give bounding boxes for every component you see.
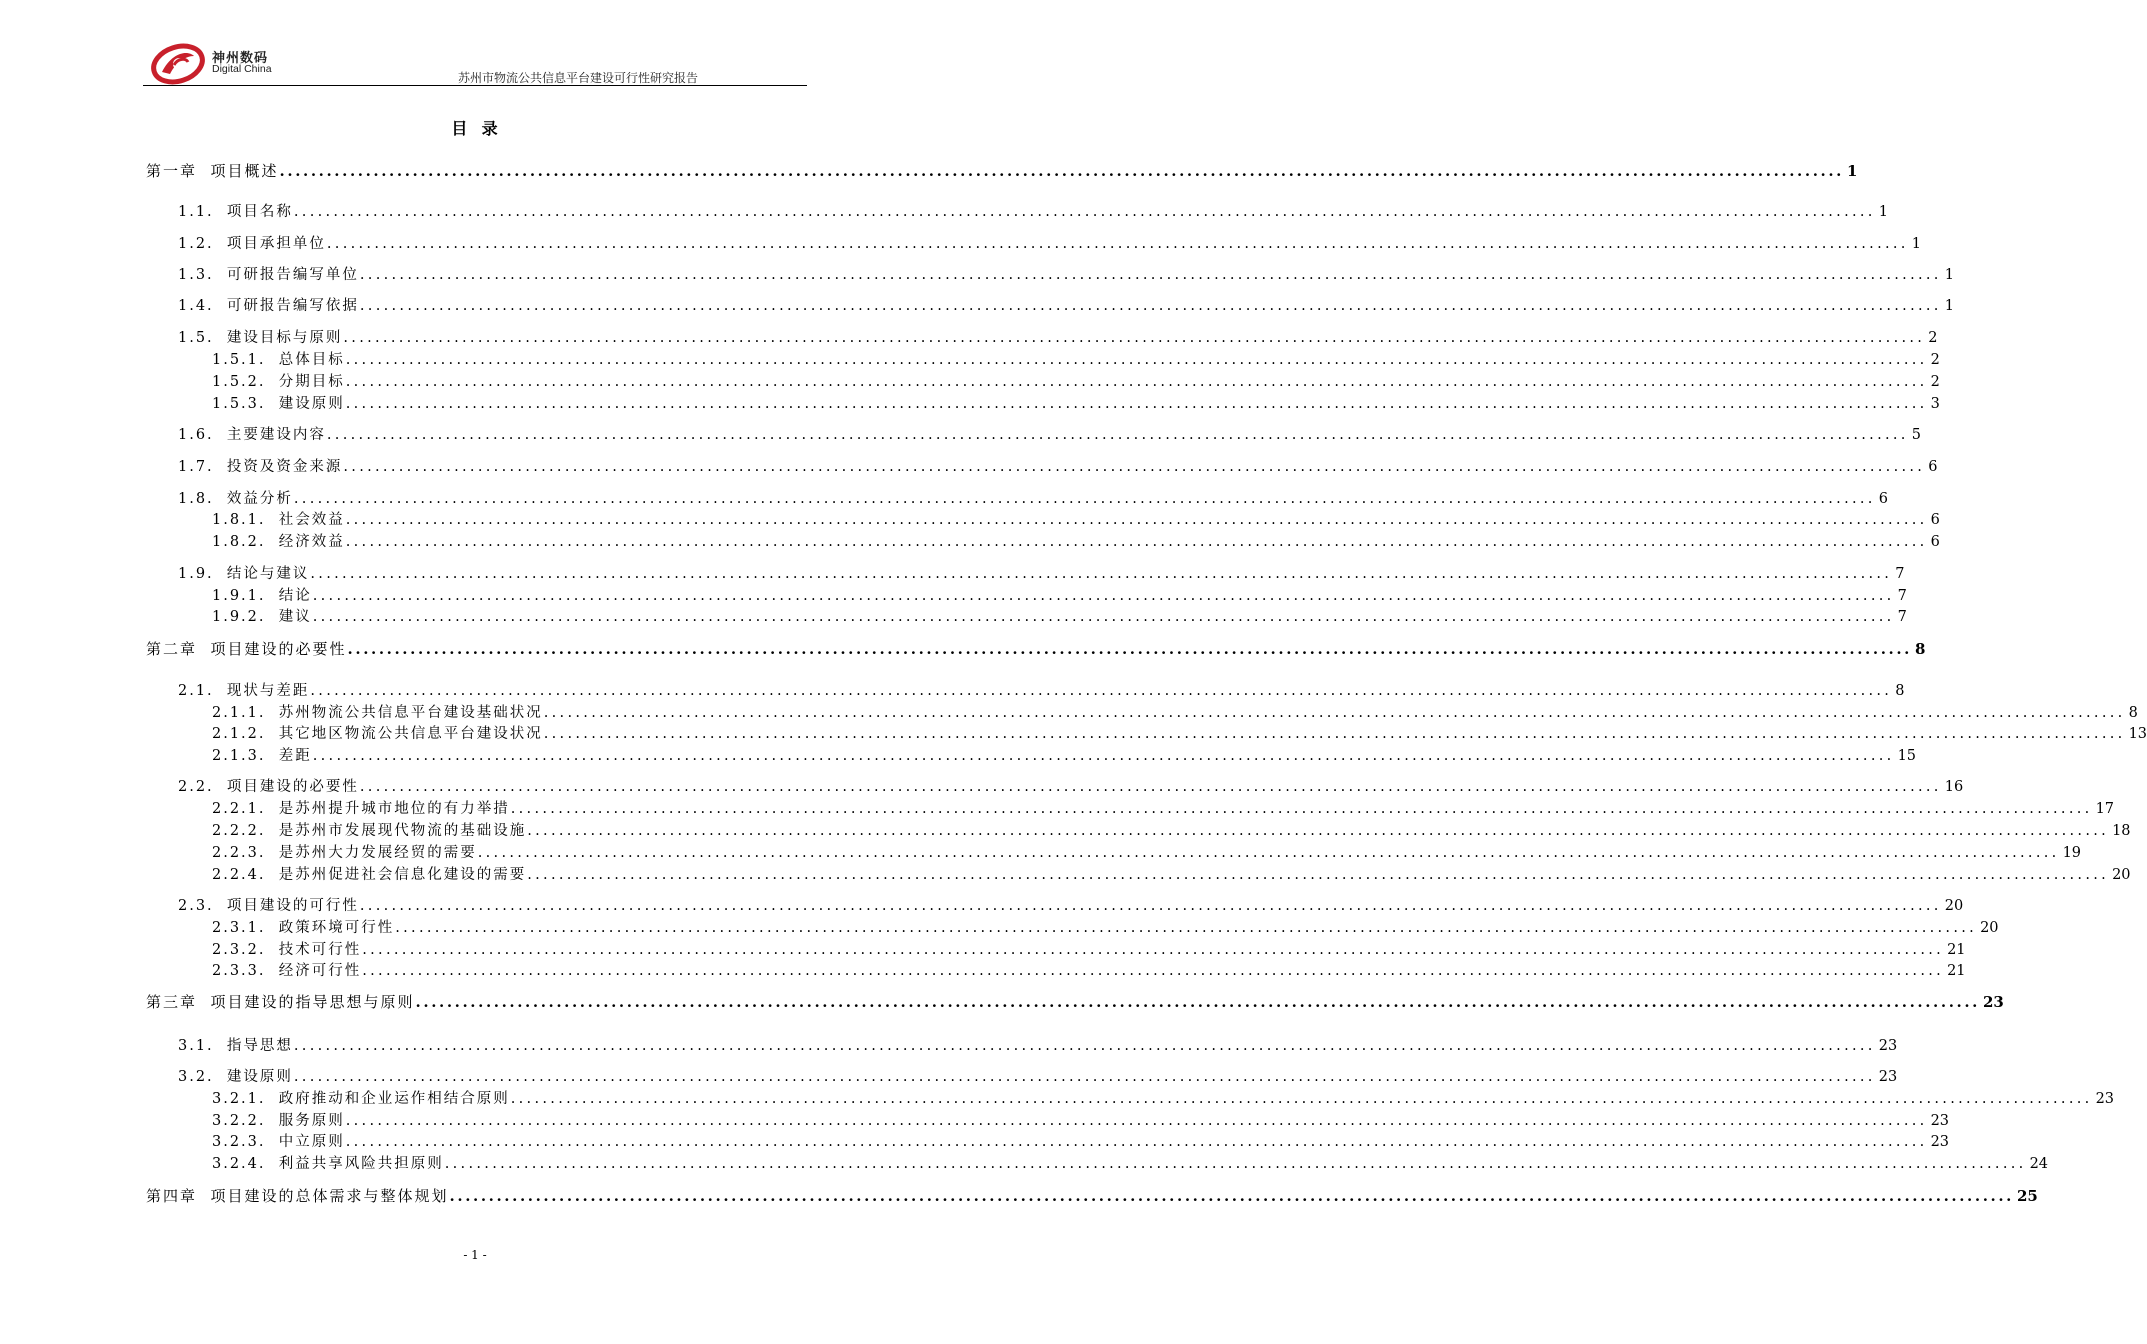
- toc-entry-page-number: 7: [1895, 566, 1905, 582]
- toc-entry[interactable]: [178, 295, 1954, 317]
- toc-entry-label: 2.2.2. 是苏州市发展现代物流的基础设施: [212, 823, 527, 839]
- toc-entry-label: 2.2.3. 是苏州大力发展经贸的需要: [212, 845, 477, 861]
- toc-entry[interactable]: [212, 371, 1940, 393]
- toc-entry-label: 第三章 项目建设的指导思想与原则: [146, 993, 415, 1011]
- toc-entry-label: 2.1.1. 苏州物流公共信息平台建设基础状况: [212, 705, 543, 721]
- toc-entry-page-number: 23: [1878, 1069, 1898, 1085]
- toc-entry[interactable]: [212, 798, 2115, 820]
- toc-entry-label: 1.4. 可研报告编写依据: [178, 298, 359, 314]
- toc-entry-label: 1.9. 结论与建议: [178, 566, 310, 582]
- toc-entry-page-number: 25: [2016, 1187, 2038, 1205]
- toc-entry-label: 3.2. 建设原则: [178, 1069, 293, 1085]
- toc-dot-leader: ........................................................................................................................................................................................................: [347, 640, 1912, 658]
- toc-entry-label: 1.8.1. 社会效益: [212, 512, 345, 528]
- toc-dot-leader: ........................................................................................................................................................................................................: [343, 459, 1926, 475]
- toc-dot-leader: ........................................................................................................................................................................................................: [449, 1187, 2014, 1205]
- toc-entry-label: 3.2.3. 中立原则: [212, 1134, 345, 1150]
- toc-entry-page-number: 13: [2128, 726, 2147, 742]
- toc-entry[interactable]: [212, 960, 1966, 982]
- toc-entry[interactable]: [178, 1066, 1898, 1088]
- toc-entry[interactable]: [212, 917, 1999, 939]
- toc-dot-leader: ........................................................................................................................................................................................................: [359, 779, 1942, 795]
- toc-dot-leader: ........................................................................................................................................................................................................: [293, 1069, 1876, 1085]
- toc-entry[interactable]: [212, 531, 1940, 553]
- toc-entry[interactable]: [212, 1110, 1950, 1132]
- toc-dot-leader: ........................................................................................................................................................................................................: [415, 993, 1980, 1011]
- toc-entry-page-number: 24: [2029, 1156, 2049, 1172]
- toc-dot-leader: ........................................................................................................................................................................................................: [362, 963, 1945, 979]
- toc-dot-leader: ........................................................................................................................................................................................................: [326, 236, 1909, 252]
- toc-entry-page-number: 20: [1980, 920, 1999, 936]
- toc-entry-page-number: 8: [1914, 640, 1926, 658]
- toc-entry-page-number: 23: [1878, 1038, 1898, 1054]
- toc-entry[interactable]: [212, 606, 1907, 628]
- toc-dot-leader: ........................................................................................................................................................................................................: [345, 1134, 1928, 1150]
- toc-entry-page-number: 19: [2062, 845, 2082, 861]
- toc-dot-leader: ........................................................................................................................................................................................................: [326, 427, 1909, 443]
- toc-entry-label: 1.5. 建设目标与原则: [178, 330, 343, 346]
- toc-entry[interactable]: [212, 509, 1940, 531]
- toc-dot-leader: ........................................................................................................................................................................................................: [345, 534, 1928, 550]
- toc-entry-page-number: 6: [1878, 491, 1888, 507]
- toc-entry-label: 2.2.1. 是苏州提升城市地位的有力举措: [212, 801, 510, 817]
- header-document-title: 苏州市物流公共信息平台建设可行性研究报告: [457, 71, 698, 85]
- toc-entry[interactable]: [212, 939, 1966, 961]
- toc-dot-leader: ........................................................................................................................................................................................................: [510, 1091, 2093, 1107]
- toc-dot-leader: ........................................................................................................................................................................................................: [359, 267, 1942, 283]
- toc-entry-page-number: 6: [1930, 512, 1940, 528]
- toc-dot-leader: ........................................................................................................................................................................................................: [293, 1038, 1876, 1054]
- toc-entry-page-number: 23: [2095, 1091, 2115, 1107]
- toc-entry[interactable]: [212, 1131, 1950, 1153]
- toc-entry[interactable]: [212, 393, 1940, 415]
- toc-entry-page-number: 21: [1947, 942, 1966, 958]
- toc-dot-leader: ........................................................................................................................................................................................................: [310, 566, 1893, 582]
- page-number: - 1 -: [463, 1248, 487, 1262]
- toc-entry[interactable]: [178, 488, 1888, 510]
- toc-chapter-entry[interactable]: [146, 991, 2004, 1013]
- toc-entry-label: 第二章 项目建设的必要性: [146, 640, 347, 658]
- toc-chapter-entry[interactable]: [146, 160, 1858, 182]
- toc-entry-label: 2.1.2. 其它地区物流公共信息平台建设状况: [212, 726, 543, 742]
- toc-entry[interactable]: [178, 456, 1938, 478]
- toc-dot-leader: ........................................................................................................................................................................................................: [345, 512, 1928, 528]
- toc-dot-leader: ........................................................................................................................................................................................................: [345, 352, 1928, 368]
- toc-entry[interactable]: [178, 563, 1905, 585]
- toc-entry-page-number: 6: [1928, 459, 1938, 475]
- toc-dot-leader: ........................................................................................................................................................................................................: [312, 748, 1895, 764]
- toc-entry[interactable]: [212, 702, 2138, 724]
- toc-entry-label: 1.9.1. 结论: [212, 588, 312, 604]
- toc-entry-page-number: 23: [1930, 1134, 1950, 1150]
- toc-entry-label: 1.3. 可研报告编写单位: [178, 267, 359, 283]
- toc-entry-label: 3.2.2. 服务原则: [212, 1113, 345, 1129]
- toc-dot-leader: ........................................................................................................................................................................................................: [543, 705, 2126, 721]
- toc-entry-label: 1.9.2. 建议: [212, 609, 312, 625]
- toc-entry[interactable]: [212, 723, 2147, 745]
- toc-entry-label: 2.3.3. 经济可行性: [212, 963, 362, 979]
- toc-entry[interactable]: [178, 895, 1964, 917]
- toc-entry[interactable]: [178, 327, 1938, 349]
- toc-entry[interactable]: [212, 1153, 2049, 1175]
- toc-entry-label: 第一章 项目概述: [146, 162, 279, 180]
- toc-entry-label: 2.3. 项目建设的可行性: [178, 898, 359, 914]
- toc-entry-page-number: 1: [1911, 236, 1921, 252]
- toc-dot-leader: ........................................................................................................................................................................................................: [543, 726, 2126, 742]
- toc-dot-leader: ........................................................................................................................................................................................................: [310, 683, 1893, 699]
- toc-entry-page-number: 18: [2112, 823, 2131, 839]
- toc-entry-label: 1.8. 效益分析: [178, 491, 293, 507]
- toc-entry-page-number: 17: [2095, 801, 2115, 817]
- brand-name-chinese: 神州数码: [212, 51, 269, 66]
- toc-dot-leader: ........................................................................................................................................................................................................: [279, 162, 1844, 180]
- toc-dot-leader: ........................................................................................................................................................................................................: [345, 396, 1928, 412]
- toc-entry-page-number: 8: [2128, 705, 2138, 721]
- toc-entry-label: 1.5.3. 建设原则: [212, 396, 345, 412]
- toc-entry-page-number: 5: [1911, 427, 1921, 443]
- toc-entry-label: 1.5.2. 分期目标: [212, 374, 345, 390]
- toc-entry-page-number: 7: [1897, 588, 1907, 604]
- toc-dot-leader: ........................................................................................................................................................................................................: [293, 491, 1876, 507]
- toc-heading: 目 录: [451, 119, 499, 138]
- toc-entry[interactable]: [212, 585, 1907, 607]
- toc-entry-label: 3.1. 指导思想: [178, 1038, 293, 1054]
- toc-entry-page-number: 1: [1944, 267, 1954, 283]
- toc-entry-label: 2.1.3. 差距: [212, 748, 312, 764]
- toc-entry-page-number: 3: [1930, 396, 1940, 412]
- toc-dot-leader: ........................................................................................................................................................................................................: [345, 1113, 1928, 1129]
- toc-entry-page-number: 23: [1930, 1113, 1950, 1129]
- toc-chapter-entry[interactable]: [146, 638, 1926, 660]
- toc-entry[interactable]: [212, 842, 2082, 864]
- toc-entry-label: 1.1. 项目名称: [178, 204, 293, 220]
- toc-entry-label: 3.2.1. 政府推动和企业运作相结合原则: [212, 1091, 510, 1107]
- toc-dot-leader: ........................................................................................................................................................................................................: [395, 920, 1978, 936]
- toc-dot-leader: ........................................................................................................................................................................................................: [345, 374, 1928, 390]
- toc-entry[interactable]: [212, 1088, 2115, 1110]
- toc-dot-leader: ........................................................................................................................................................................................................: [527, 867, 2110, 883]
- toc-entry-label: 2.3.1. 政策环境可行性: [212, 920, 395, 936]
- toc-dot-leader: ........................................................................................................................................................................................................: [359, 898, 1942, 914]
- toc-entry[interactable]: [212, 820, 2131, 842]
- toc-chapter-entry[interactable]: [146, 1185, 2038, 1207]
- toc-entry-label: 1.6. 主要建设内容: [178, 427, 326, 443]
- toc-dot-leader: ........................................................................................................................................................................................................: [359, 298, 1942, 314]
- toc-dot-leader: ........................................................................................................................................................................................................: [444, 1156, 2027, 1172]
- toc-dot-leader: ........................................................................................................................................................................................................: [510, 801, 2093, 817]
- toc-entry-label: 第四章 项目建设的总体需求与整体规划: [146, 1187, 449, 1205]
- toc-entry[interactable]: [178, 1035, 1898, 1057]
- toc-entry-page-number: 2: [1928, 330, 1938, 346]
- toc-entry-page-number: 8: [1895, 683, 1905, 699]
- toc-entry-label: 2.3.2. 技术可行性: [212, 942, 362, 958]
- toc-entry-page-number: 1: [1944, 298, 1954, 314]
- toc-entry[interactable]: [178, 680, 1905, 702]
- toc-dot-leader: ........................................................................................................................................................................................................: [343, 330, 1926, 346]
- toc-entry[interactable]: [212, 349, 1940, 371]
- toc-dot-leader: ........................................................................................................................................................................................................: [477, 845, 2060, 861]
- toc-entry[interactable]: [178, 264, 1954, 286]
- toc-entry-label: 2.1. 现状与差距: [178, 683, 310, 699]
- toc-entry-page-number: 16: [1944, 779, 1964, 795]
- toc-entry-page-number: 23: [1982, 993, 2004, 1011]
- toc-entry-page-number: 1: [1878, 204, 1888, 220]
- toc-entry-page-number: 21: [1947, 963, 1966, 979]
- toc-entry-label: 2.2.4. 是苏州促进社会信息化建设的需要: [212, 867, 527, 883]
- toc-entry[interactable]: [178, 201, 1888, 223]
- toc-entry-label: 1.5.1. 总体目标: [212, 352, 345, 368]
- toc-entry-page-number: 20: [2112, 867, 2131, 883]
- toc-entry-page-number: 6: [1930, 534, 1940, 550]
- toc-dot-leader: ........................................................................................................................................................................................................: [312, 588, 1895, 604]
- toc-entry-page-number: 7: [1897, 609, 1907, 625]
- toc-dot-leader: ........................................................................................................................................................................................................: [293, 204, 1876, 220]
- toc-entry-page-number: 2: [1930, 352, 1940, 368]
- toc-entry-label: 3.2.4. 利益共享风险共担原则: [212, 1156, 444, 1172]
- toc-entry-page-number: 2: [1930, 374, 1940, 390]
- toc-entry-label: 1.7. 投资及资金来源: [178, 459, 343, 475]
- toc-entry[interactable]: [212, 745, 1917, 767]
- toc-dot-leader: ........................................................................................................................................................................................................: [362, 942, 1945, 958]
- toc-entry-label: 1.8.2. 经济效益: [212, 534, 345, 550]
- toc-entry[interactable]: [212, 864, 2131, 886]
- toc-entry-page-number: 1: [1846, 162, 1858, 180]
- toc-dot-leader: ........................................................................................................................................................................................................: [312, 609, 1895, 625]
- brand-name-english: Digital China: [212, 63, 272, 75]
- toc-entry[interactable]: [178, 233, 1921, 255]
- toc-entry-page-number: 20: [1944, 898, 1964, 914]
- toc-entry-page-number: 15: [1897, 748, 1917, 764]
- toc-dot-leader: ........................................................................................................................................................................................................: [527, 823, 2110, 839]
- toc-entry[interactable]: [178, 424, 1921, 446]
- toc-entry[interactable]: [178, 776, 1964, 798]
- toc-entry-label: 2.2. 项目建设的必要性: [178, 779, 359, 795]
- toc-entry-label: 1.2. 项目承担单位: [178, 236, 326, 252]
